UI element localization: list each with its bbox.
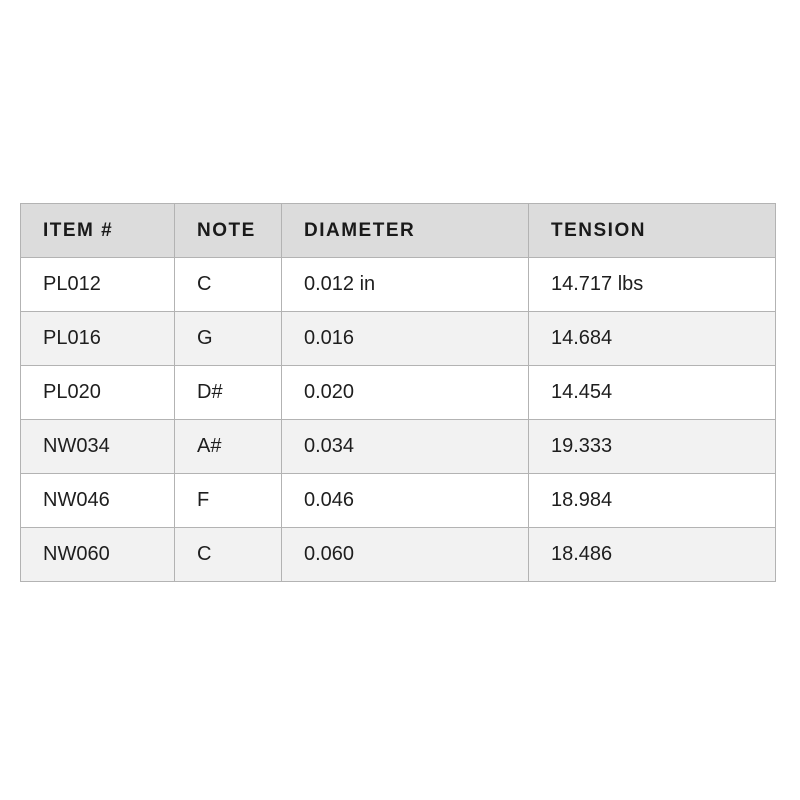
table-body — [21, 258, 776, 582]
header-tension: TENSION — [529, 204, 776, 258]
note-cell: C — [175, 258, 282, 312]
header-item-number: ITEM # — [21, 204, 175, 258]
item-number-cell: NW034 — [21, 420, 175, 474]
item-number-cell: PL012 — [21, 258, 175, 312]
diameter-cell: 0.012 in — [282, 258, 529, 312]
note-cell: D# — [175, 366, 282, 420]
diameter-cell: 0.046 — [282, 474, 529, 528]
note-cell: G — [175, 312, 282, 366]
tension-cell: 14.717 lbs — [529, 258, 776, 312]
tension-cell: 14.684 — [529, 312, 776, 366]
diameter-cell: 0.020 — [282, 366, 529, 420]
string-spec-table-container — [20, 203, 775, 582]
item-number-cell: PL020 — [21, 366, 175, 420]
tension-cell: 14.454 — [529, 366, 776, 420]
table-row — [21, 420, 776, 474]
note-cell: A# — [175, 420, 282, 474]
string-spec-table — [20, 203, 776, 582]
header-note: NOTE — [175, 204, 282, 258]
note-cell: F — [175, 474, 282, 528]
table-header — [21, 204, 776, 258]
tension-cell: 18.984 — [529, 474, 776, 528]
tension-cell: 18.486 — [529, 528, 776, 582]
item-number-cell: NW060 — [21, 528, 175, 582]
table-row — [21, 258, 776, 312]
tension-cell: 19.333 — [529, 420, 776, 474]
diameter-cell: 0.016 — [282, 312, 529, 366]
header-diameter: DIAMETER — [282, 204, 529, 258]
note-cell: C — [175, 528, 282, 582]
table-row — [21, 474, 776, 528]
table-row — [21, 366, 776, 420]
diameter-cell: 0.060 — [282, 528, 529, 582]
diameter-cell: 0.034 — [282, 420, 529, 474]
header-row — [21, 204, 776, 258]
table-row — [21, 528, 776, 582]
item-number-cell: PL016 — [21, 312, 175, 366]
item-number-cell: NW046 — [21, 474, 175, 528]
table-row — [21, 312, 776, 366]
